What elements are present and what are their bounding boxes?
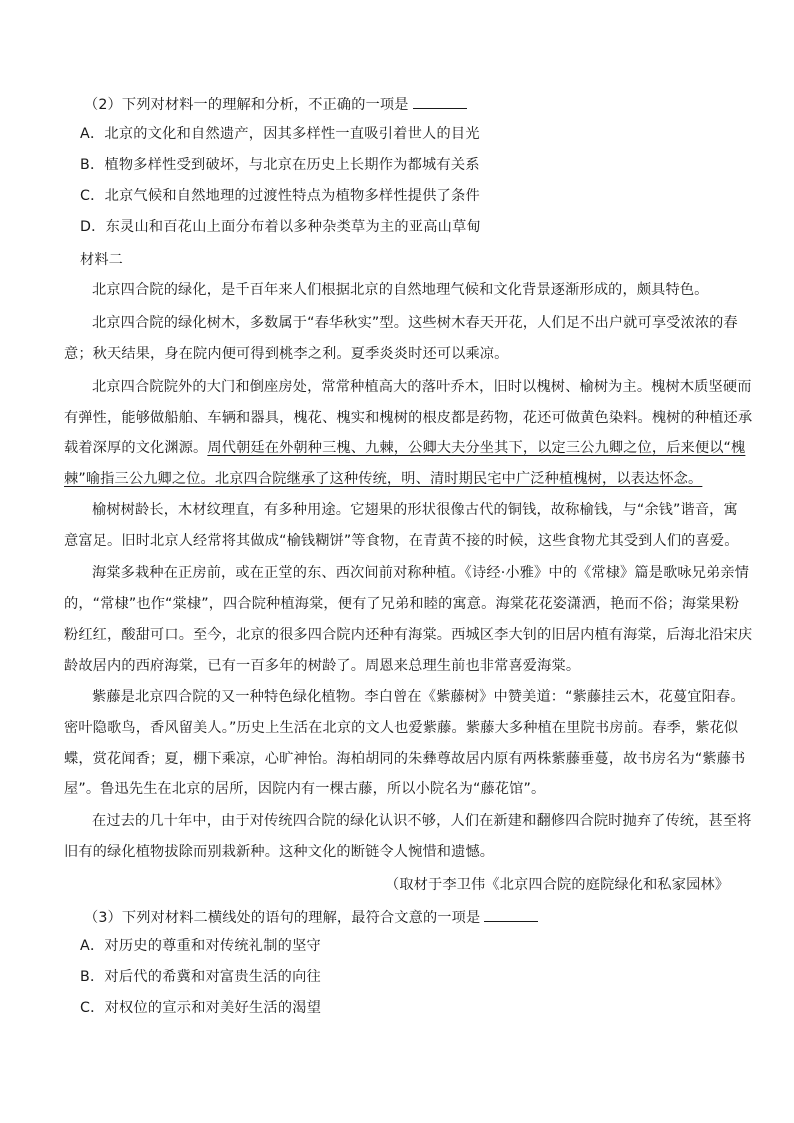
paragraph-2-line-2: 意；秋天结果，身在院内便可得到桃李之利。夏季炎炎时还可以乘凉。 (64, 346, 509, 362)
question-2-option-a: A．北京的文化和自然遗产，因其多样性一直吸引着世人的目光 (80, 126, 480, 142)
paragraph-5-line-4: 龄故居内的西府海棠，已有一百多年的树龄了。周恩来总理生前也非常喜爱海棠。 (64, 658, 581, 674)
paragraph-3-line-3 (64, 438, 745, 458)
paragraph-6-line-2: 密叶隐歌鸟，香风留美人。”历史上生活在北京的文人也爱紫藤。紫藤大多种植在里院书房前。春季，紫花似 (64, 720, 739, 736)
paragraph-2-line-1: 北京四合院的绿化树木，多数属于“春华秋实”型。这些树木春天开花，人们足不出户就可享受浓浓的春 (92, 315, 738, 331)
underlined-sentence-part-2: 棘”喻指三公九卿之位。北京四合院继承了这种传统，明、清时期民宅中广泛种植槐树，以表达怀念。 (64, 471, 703, 487)
paragraph-3-line-3-plain: 载着深厚的文化渊源。 (64, 440, 208, 456)
question-2-option-b: B．植物多样性受到破坏，与北京在历史上长期作为都城有关系 (80, 157, 480, 173)
paragraph-5-line-1: 海棠多栽种在正房前，或在正堂的东、西次间前对称种植。《诗经·小雅》中的《常棣》篇是歌咏兄弟亲情 (92, 565, 750, 581)
question-3-option-b: B．对后代的希冀和对富贵生活的向往 (80, 969, 321, 985)
underlined-sentence-part-1: 周代朝廷在外朝种三槐、九棘，公卿大夫分坐其下，以定三公九卿之位，后来便以“槐 (207, 440, 746, 456)
question-3-option-a: A．对历史的尊重和对传统礼制的坚守 (80, 938, 321, 954)
paragraph-7-line-2: 旧有的绿化植物拔除而别栽新种。这种文化的断链令人惋惜和遗憾。 (64, 844, 495, 860)
paragraph-1-line-1: 北京四合院的绿化，是千百年来人们根据北京的自然地理气候和文化背景逐渐形成的，颇具特色。 (92, 282, 709, 298)
paragraph-4-line-2: 意富足。旧时北京人经常将其做成“榆钱糊饼”等食物，在青黄不接的时候，这些食物尤其受到人们的喜爱。 (64, 533, 739, 549)
question-2-option-d: D．东灵山和百花山上面分布着以多种杂类草为主的亚高山草甸 (80, 219, 481, 235)
question-2-stem (84, 94, 467, 115)
question-3-option-c: C．对权位的宣示和对美好生活的渴望 (80, 1000, 322, 1016)
question-2-option-c: C．北京气候和自然地理的过渡性特点为植物多样性提供了条件 (80, 188, 480, 204)
question-3-stem (84, 907, 538, 928)
paragraph-7-line-1: 在过去的几十年中，由于对传统四合院的绿化认识不够，人们在新建和翻修四合院时抛弃了传统，甚至将 (92, 813, 752, 829)
question-2-stem-text: （2）下列对材料一的理解和分析，不正确的一项是 (84, 97, 409, 113)
paragraph-3-line-2: 有弹性，能够做船舶、车辆和器具，槐花、槐实和槐树的根皮都是药物，花还可做黄色染料。槐树的种植还承 (64, 410, 753, 426)
paragraph-5-line-2: 的，“常棣”也作“棠棣”，四合院种植海棠，便有了兄弟和睦的寓意。海棠花花姿潇洒，艳而不俗；海棠果粉 (64, 596, 740, 612)
answer-blank[interactable] (484, 907, 538, 922)
material-2-source: （取材于李卫伟《北京四合院的庭院绿化和私家园林》 (385, 877, 730, 893)
paragraph-4-line-1: 榆树树龄长，木材纹理直，有多种用途。它翅果的形状很像古代的铜钱，故称榆钱，与“余钱”谐音，寓 (92, 502, 738, 518)
material-2-heading: 材料二 (80, 252, 124, 268)
paragraph-6-line-4: 屋”。鲁迅先生在北京的居所，因院内有一棵古藤，所以小院名为“藤花馆”。 (64, 781, 546, 797)
paragraph-3-line-1: 北京四合院院外的大门和倒座房处，常常种植高大的落叶乔木，旧时以槐树、榆树为主。槐树木质坚硬而 (92, 379, 752, 395)
question-3-stem-text: （3）下列对材料二横线处的语句的理解，最符合文意的一项是 (84, 910, 481, 926)
paragraph-3-line-4 (64, 469, 702, 489)
answer-blank[interactable] (413, 94, 467, 109)
paragraph-6-line-1: 紫藤是北京四合院的又一种特色绿化植物。李白曾在《紫藤树》中赞美道：“紫藤挂云木，花蔓宜阳春。 (92, 689, 745, 705)
paragraph-5-line-3: 粉红红，酸甜可口。至今，北京的很多四合院内还种有海棠。西城区李大钊的旧居内植有海棠，后海北沿宋庆 (64, 627, 753, 643)
paragraph-6-line-3: 蝶，赏花闻香；夏，棚下乘凉，心旷神怡。海柏胡同的朱彝尊故居内原有两株紫藤垂蔓，故书房名为“紫藤书 (64, 751, 746, 767)
